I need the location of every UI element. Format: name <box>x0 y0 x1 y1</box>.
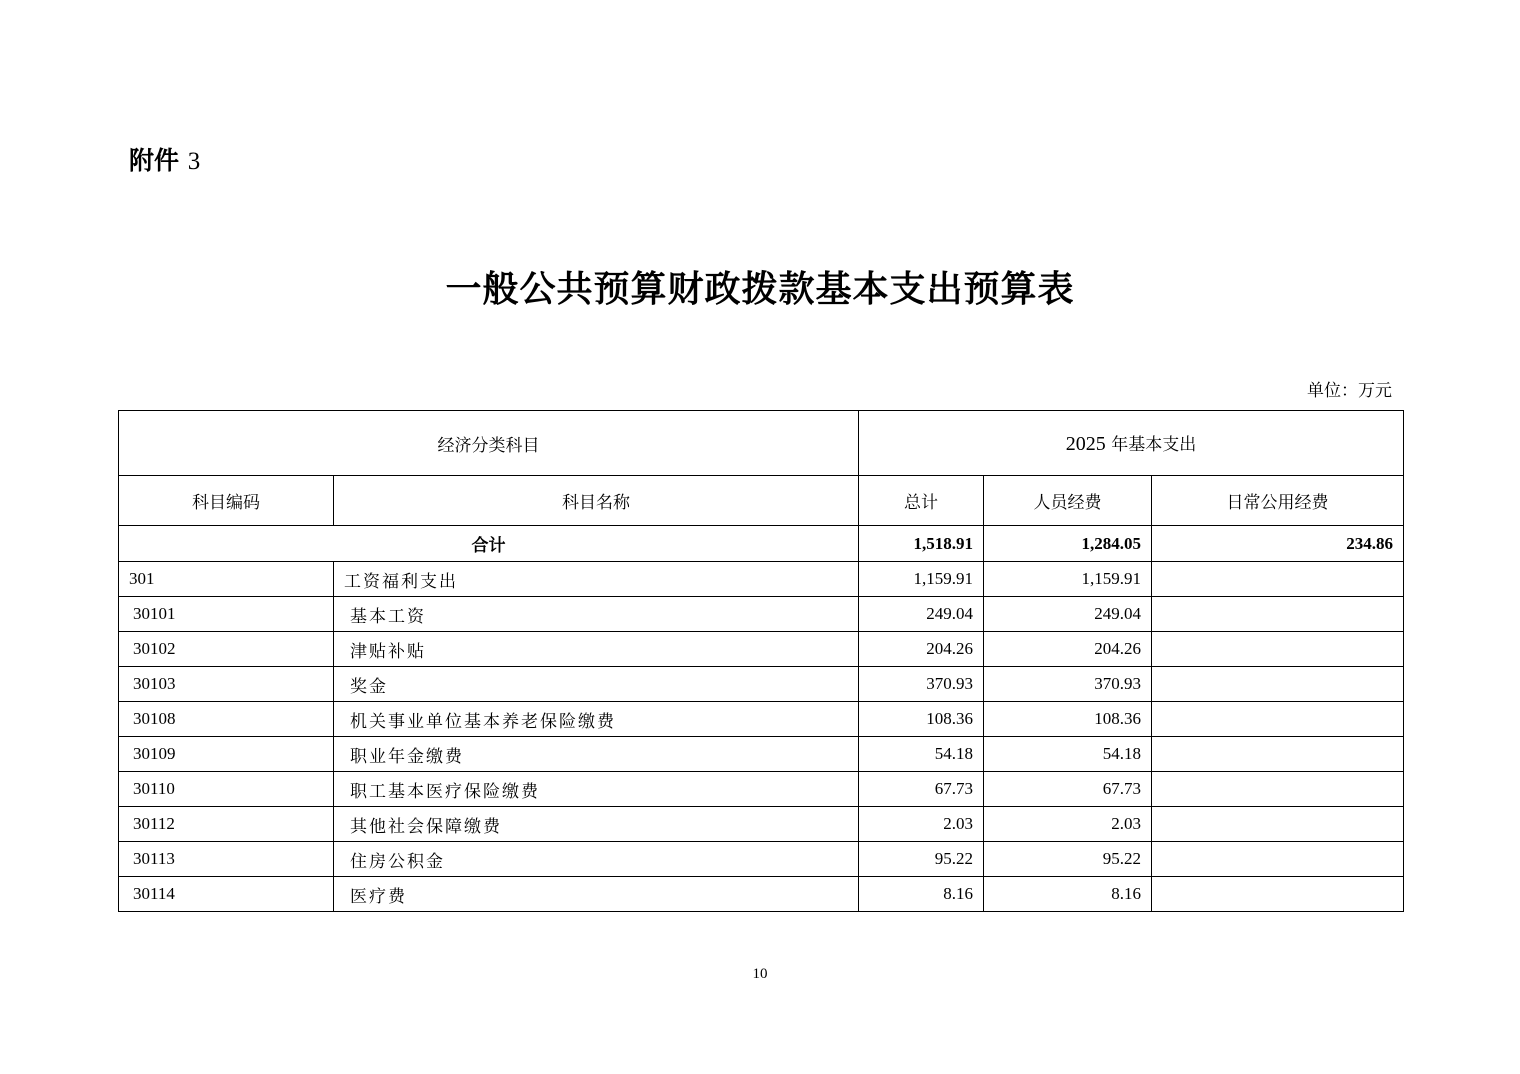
row-public <box>1152 597 1404 632</box>
row-code: 30110 <box>119 772 334 807</box>
row-personnel: 249.04 <box>984 597 1152 632</box>
row-name: 医疗费 <box>334 877 859 912</box>
row-name: 职工基本医疗保险缴费 <box>334 772 859 807</box>
row-public <box>1152 807 1404 842</box>
row-total: 95.22 <box>859 842 984 877</box>
row-personnel: 108.36 <box>984 702 1152 737</box>
row-code: 30108 <box>119 702 334 737</box>
table-row <box>119 702 1404 737</box>
row-personnel: 67.73 <box>984 772 1152 807</box>
row-total: 2.03 <box>859 807 984 842</box>
page-number: 10 <box>752 966 768 982</box>
attachment-number: 3 <box>187 148 201 175</box>
row-total: 249.04 <box>859 597 984 632</box>
row-personnel: 95.22 <box>984 842 1152 877</box>
row-personnel: 2.03 <box>984 807 1152 842</box>
group-header-row <box>119 411 1404 476</box>
row-public <box>1152 737 1404 772</box>
attachment-text: 附件 <box>129 146 180 175</box>
row-total: 8.16 <box>859 877 984 912</box>
row-code: 30109 <box>119 737 334 772</box>
column-header-row <box>119 476 1404 526</box>
table-row <box>119 597 1404 632</box>
year-number: 2025 <box>1065 433 1106 455</box>
col-personnel: 人员经费 <box>984 476 1152 526</box>
row-name: 职业年金缴费 <box>334 737 859 772</box>
row-total: 1,159.91 <box>859 562 984 597</box>
total-public: 234.86 <box>1152 526 1404 562</box>
row-personnel: 8.16 <box>984 877 1152 912</box>
row-total: 67.73 <box>859 772 984 807</box>
row-name: 工资福利支出 <box>334 562 859 597</box>
table-row <box>119 667 1404 702</box>
col-code: 科目编码 <box>119 476 334 526</box>
row-total: 54.18 <box>859 737 984 772</box>
row-code: 30102 <box>119 632 334 667</box>
unit-label: 单位：万元 <box>1307 381 1392 401</box>
row-name: 其他社会保障缴费 <box>334 807 859 842</box>
table-row <box>119 842 1404 877</box>
row-code: 30103 <box>119 667 334 702</box>
row-name: 机关事业单位基本养老保险缴费 <box>334 702 859 737</box>
row-name: 住房公积金 <box>334 842 859 877</box>
row-public <box>1152 877 1404 912</box>
total-label: 合计 <box>119 526 859 562</box>
total-total: 1,518.91 <box>859 526 984 562</box>
table-row <box>119 807 1404 842</box>
attachment-label <box>129 145 200 178</box>
table-row <box>119 772 1404 807</box>
col-public: 日常公用经费 <box>1152 476 1404 526</box>
table-row <box>119 562 1404 597</box>
table-row <box>119 737 1404 772</box>
row-public <box>1152 667 1404 702</box>
row-name: 基本工资 <box>334 597 859 632</box>
row-total: 370.93 <box>859 667 984 702</box>
row-personnel: 54.18 <box>984 737 1152 772</box>
row-personnel: 204.26 <box>984 632 1152 667</box>
page-title: 一般公共预算财政拨款基本支出预算表 <box>445 268 1075 310</box>
row-code: 301 <box>119 562 334 597</box>
row-name: 奖金 <box>334 667 859 702</box>
col-name: 科目名称 <box>334 476 859 526</box>
row-code: 30113 <box>119 842 334 877</box>
row-total: 108.36 <box>859 702 984 737</box>
row-personnel: 1,159.91 <box>984 562 1152 597</box>
economic-header: 经济分类科目 <box>119 411 859 476</box>
row-code: 30101 <box>119 597 334 632</box>
row-code: 30114 <box>119 877 334 912</box>
row-public <box>1152 562 1404 597</box>
row-public <box>1152 702 1404 737</box>
year-suffix: 年基本支出 <box>1111 435 1197 455</box>
row-name: 津贴补贴 <box>334 632 859 667</box>
total-row <box>119 526 1404 562</box>
row-public <box>1152 842 1404 877</box>
row-code: 30112 <box>119 807 334 842</box>
total-personnel: 1,284.05 <box>984 526 1152 562</box>
table-row <box>119 877 1404 912</box>
row-public <box>1152 772 1404 807</box>
row-public <box>1152 632 1404 667</box>
row-total: 204.26 <box>859 632 984 667</box>
row-personnel: 370.93 <box>984 667 1152 702</box>
table-row <box>119 632 1404 667</box>
col-total: 总计 <box>859 476 984 526</box>
year-header <box>859 411 1404 476</box>
budget-table <box>118 410 1404 912</box>
